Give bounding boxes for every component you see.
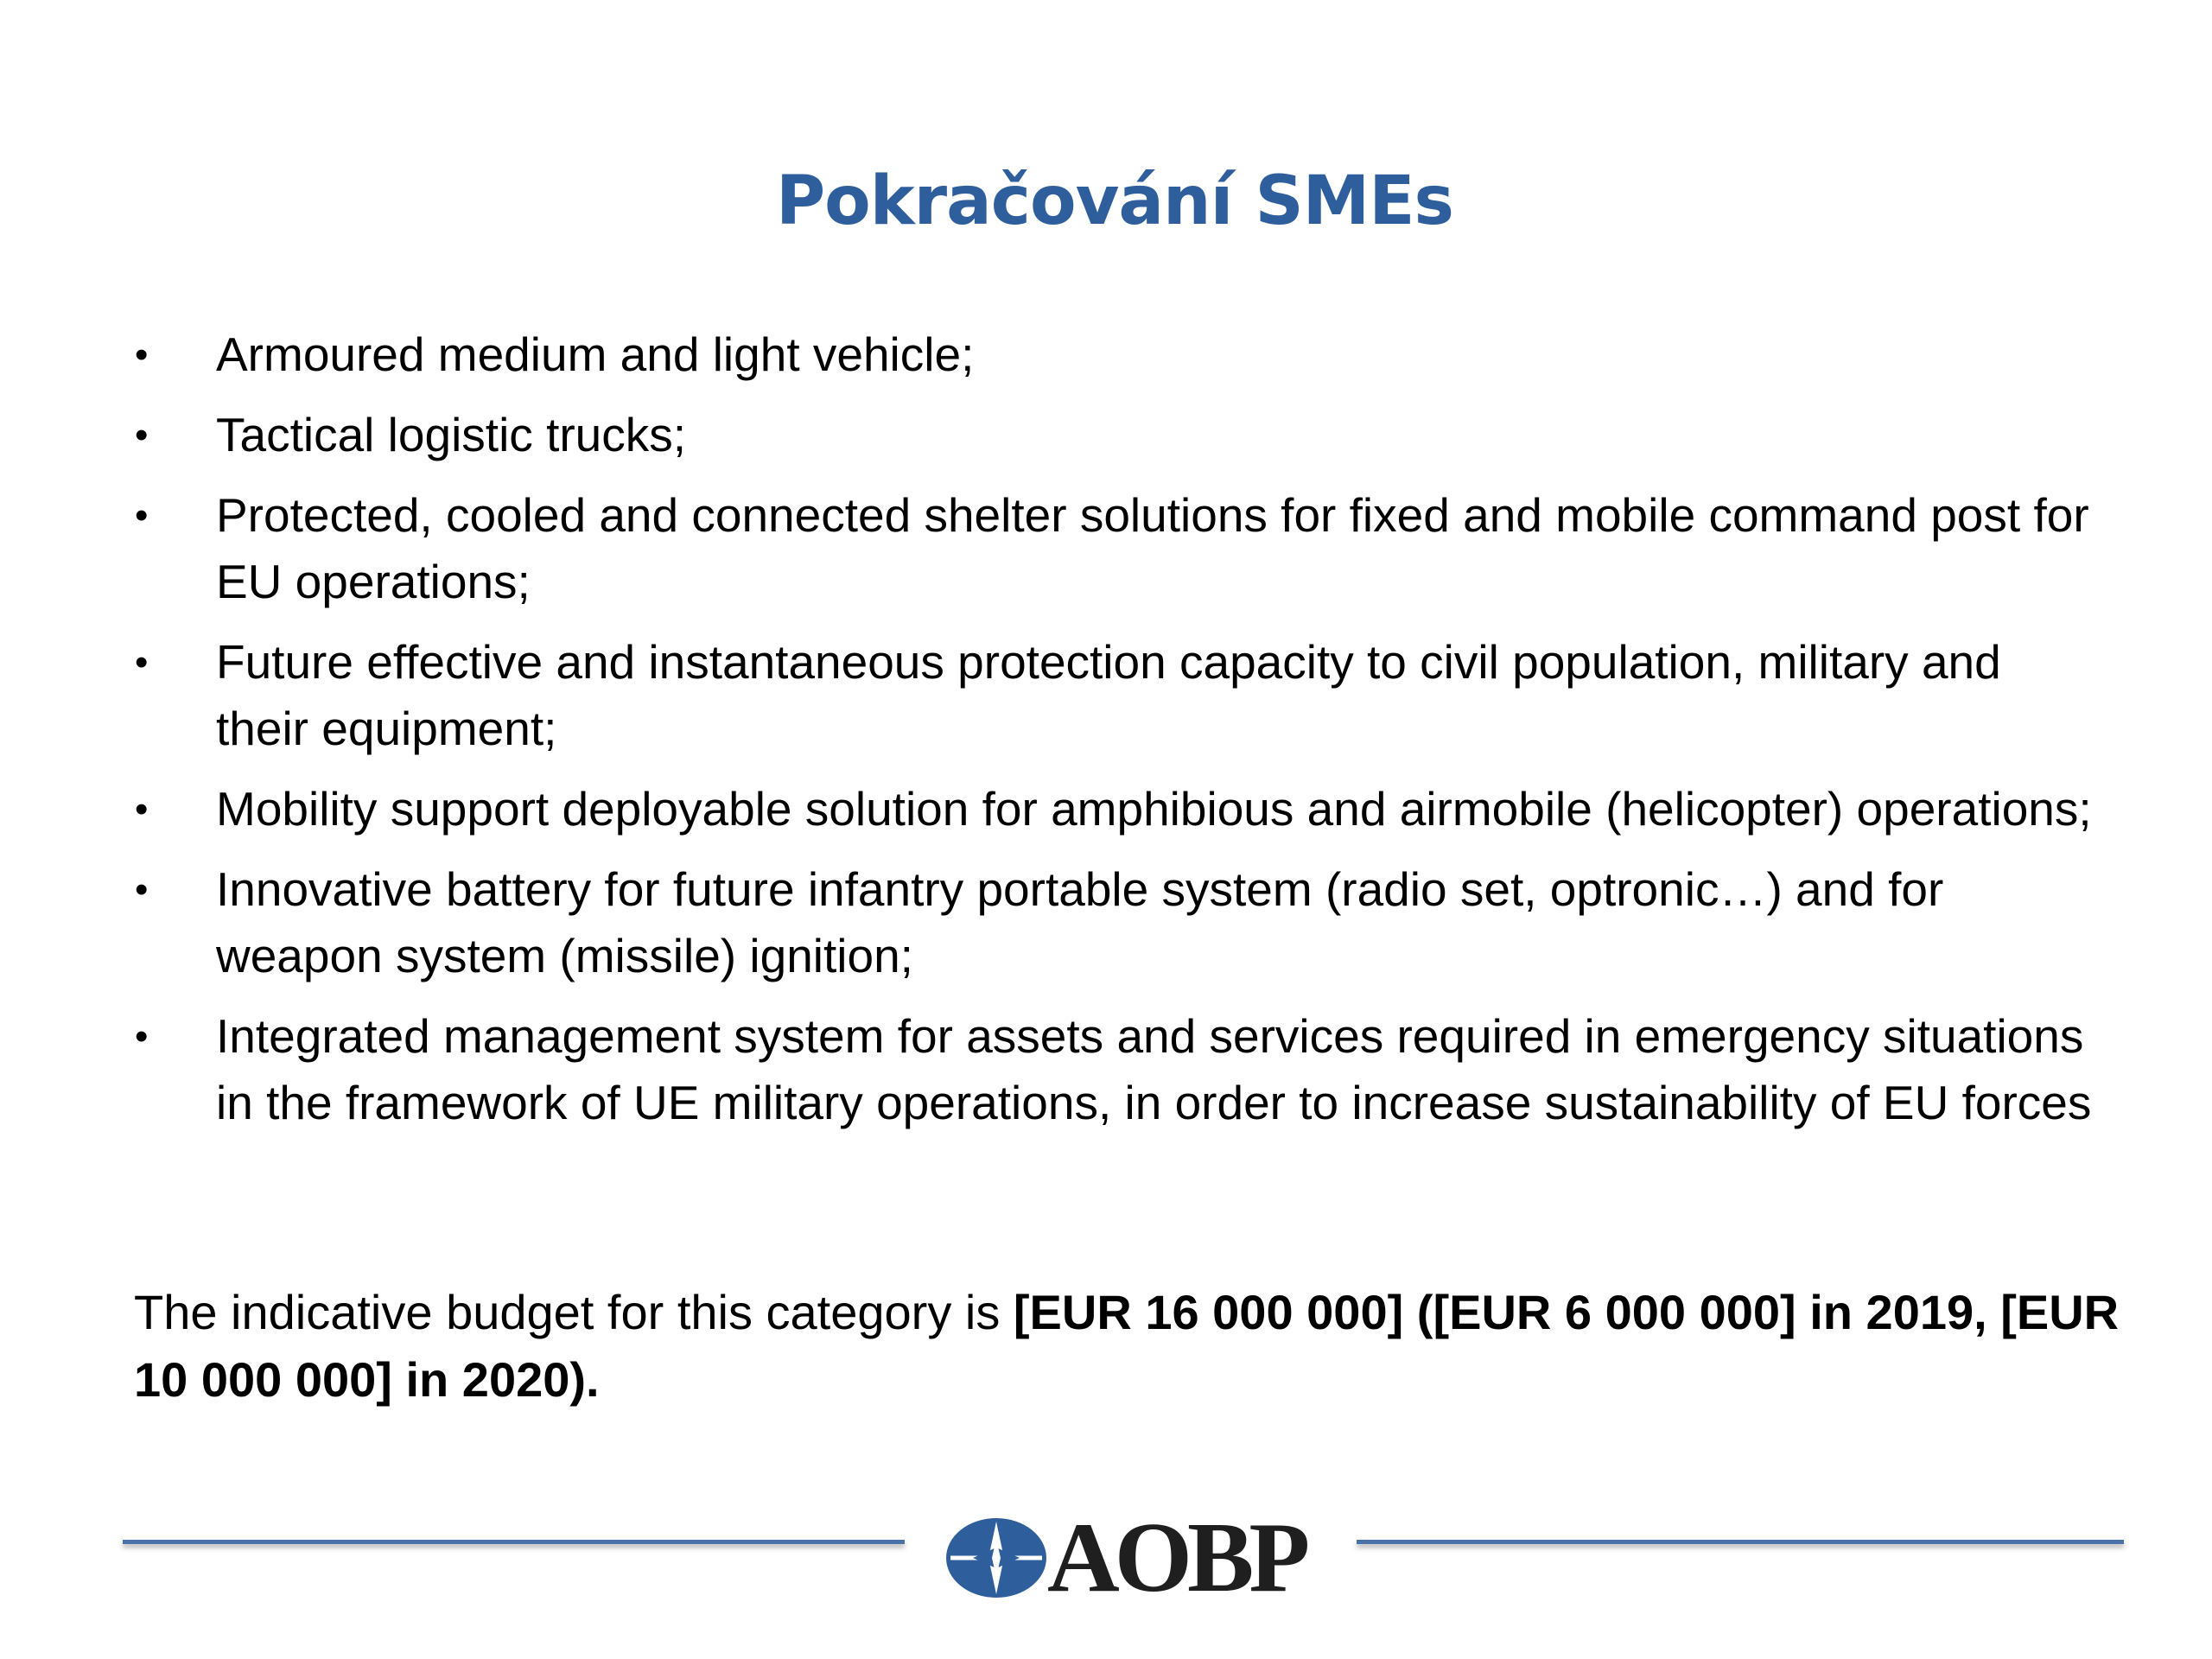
bullet-text: Future effective and instantaneous protection capacity to civil population, military and their equipment; [216,635,2001,755]
bullet-text: Armoured medium and light vehicle; [216,327,975,381]
bullet-item [130,776,2100,842]
bullet-dot-icon: • [135,494,149,537]
bullet-text: Protected, cooled and connected shelter solutions for fixed and mobile command post for EU operations; [216,488,2089,608]
aobp-logo [944,1503,1324,1613]
budget-statement [134,1279,2121,1414]
bullet-dot-icon: • [135,868,149,911]
bullet-list [130,321,2100,1150]
bullet-text: Tactical logistic trucks; [216,408,687,461]
aobp-logo-mark-icon [944,1515,1049,1601]
slide-title: Pokračování SMEs [776,162,1453,240]
bullet-text: Innovative battery for future infantry portable system (radio set, optronic…) and for weapon system (missile) ignition; [216,862,1944,982]
budget-prefix: The indicative budget for this category is [134,1285,1014,1339]
bullet-dot-icon: • [135,414,149,456]
bullet-item [130,402,2100,468]
logo-text: AOBP [1047,1503,1306,1613]
bullet-text: Mobility support deployable solution for amphibious and airmobile (helicopter) operations; [216,782,2092,836]
bullet-text: Integrated management system for assets and services required in emergency situations in the framework of UE military operations, in order to increase sustainability of EU forces [216,1009,2092,1129]
budget-amount: [EUR 16 000 000] ([EUR 6 000 000] in 2019, [EUR 10 000 000] in 2020). [134,1285,2120,1407]
bullet-item [130,1003,2100,1136]
bullet-item [130,856,2100,989]
bullet-item [130,321,2100,388]
footer-divider-left [123,1540,905,1544]
bullet-dot-icon: • [135,788,149,830]
bullet-dot-icon: • [135,1015,149,1058]
bullet-dot-icon: • [135,334,149,376]
footer-divider-right [1357,1540,2124,1544]
bullet-item [130,629,2100,762]
bullet-dot-icon: • [135,641,149,683]
bullet-item [130,482,2100,615]
